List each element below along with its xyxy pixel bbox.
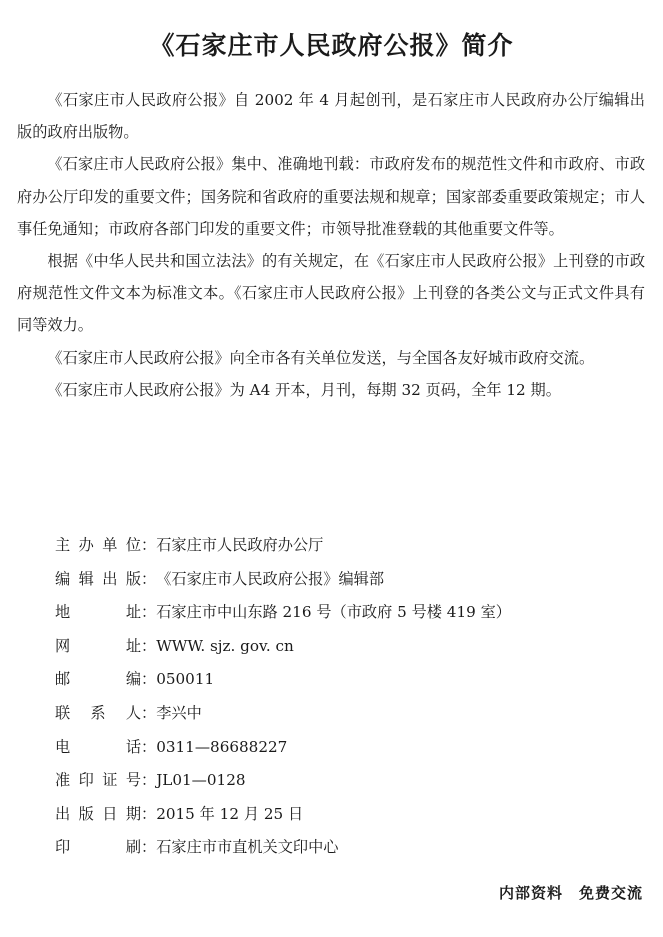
info-value: JL01—0128 xyxy=(156,771,246,790)
info-row-postcode xyxy=(55,663,615,697)
info-value: 石家庄市人民政府办公厅 xyxy=(156,536,324,554)
info-value: 0311—86688227 xyxy=(156,737,288,756)
info-value: 2015 年 12 月 25 日 xyxy=(156,804,304,823)
info-label: 电话 xyxy=(55,737,141,756)
info-label: 编辑出版 xyxy=(55,569,141,588)
info-label: 出版日期 xyxy=(55,804,141,823)
info-colon: ： xyxy=(141,569,157,588)
intro-paragraph: 《石家庄市人民政府公报》自 2002 年 4 月起创刊，是石家庄市人民政府办公厅编辑出版的政府出版物。 xyxy=(17,91,645,142)
info-colon: ： xyxy=(141,670,157,689)
info-value: 050011 xyxy=(156,670,215,689)
intro-paragraph: 《石家庄市人民政府公报》集中、准确地刊载：市政府发布的规范性文件和市政府、市政府办公厅印发的重要文件；国务院和省政府的重要法规和规章；国家部委重要政策规定；市人事任免通知；市政府各部门印发的重要文件；市领导批准登载的其他重要文件等。 xyxy=(17,155,645,238)
info-row-phone xyxy=(55,731,615,765)
info-value: 李兴中 xyxy=(156,703,202,722)
footer-note: 内部资料 免费交流 xyxy=(498,884,643,902)
intro-paragraph: 《石家庄市人民政府公报》为 A4 开本，月刊，每期 32 页码，全年 12 期。 xyxy=(47,380,561,399)
info-row-editor xyxy=(55,563,615,597)
info-row-sponsor xyxy=(55,529,615,563)
info-label: 印刷 xyxy=(55,838,141,857)
info-colon: ： xyxy=(141,636,157,655)
info-colon: ： xyxy=(141,804,157,823)
intro-paragraph: 根据《中华人民共和国立法法》的有关规定，在《石家庄市人民政府公报》上刊登的市政府规范性文件文本为标准文本。《石家庄市人民政府公报》上刊登的各类公文与正式文件具有同等效力。 xyxy=(17,252,645,335)
info-colon: ： xyxy=(141,838,157,857)
info-label: 联系人 xyxy=(55,703,141,722)
info-colon: ： xyxy=(141,603,157,622)
info-row-website xyxy=(55,630,615,664)
info-colon: ： xyxy=(141,737,157,756)
info-row-printer xyxy=(55,831,615,865)
info-value: 《石家庄市人民政府公报》编辑部 xyxy=(156,569,384,588)
info-colon: ： xyxy=(141,771,157,790)
info-value: 石家庄市中山东路 216 号（市政府 5 号楼 419 室） xyxy=(156,603,511,622)
info-value: WWW. sjz. gov. cn xyxy=(156,636,294,655)
info-row-contact xyxy=(55,697,615,731)
intro-body xyxy=(17,84,645,406)
info-row-address xyxy=(55,596,615,630)
info-label: 地址 xyxy=(55,603,141,622)
info-label: 准印证号 xyxy=(55,771,141,790)
info-label: 网址 xyxy=(55,636,141,655)
info-row-permit xyxy=(55,764,615,798)
intro-paragraph: 《石家庄市人民政府公报》向全市各有关单位发送，与全国各友好城市政府交流。 xyxy=(47,348,595,367)
info-label: 邮编 xyxy=(55,670,141,689)
page-title: 《石家庄市人民政府公报》简介 xyxy=(149,31,514,60)
info-value: 石家庄市市直机关文印中心 xyxy=(156,838,339,857)
publication-info xyxy=(55,529,615,865)
info-row-date xyxy=(55,798,615,832)
info-colon: ： xyxy=(141,703,157,722)
info-colon: ： xyxy=(141,536,157,554)
info-label: 主办单位 xyxy=(55,536,141,554)
